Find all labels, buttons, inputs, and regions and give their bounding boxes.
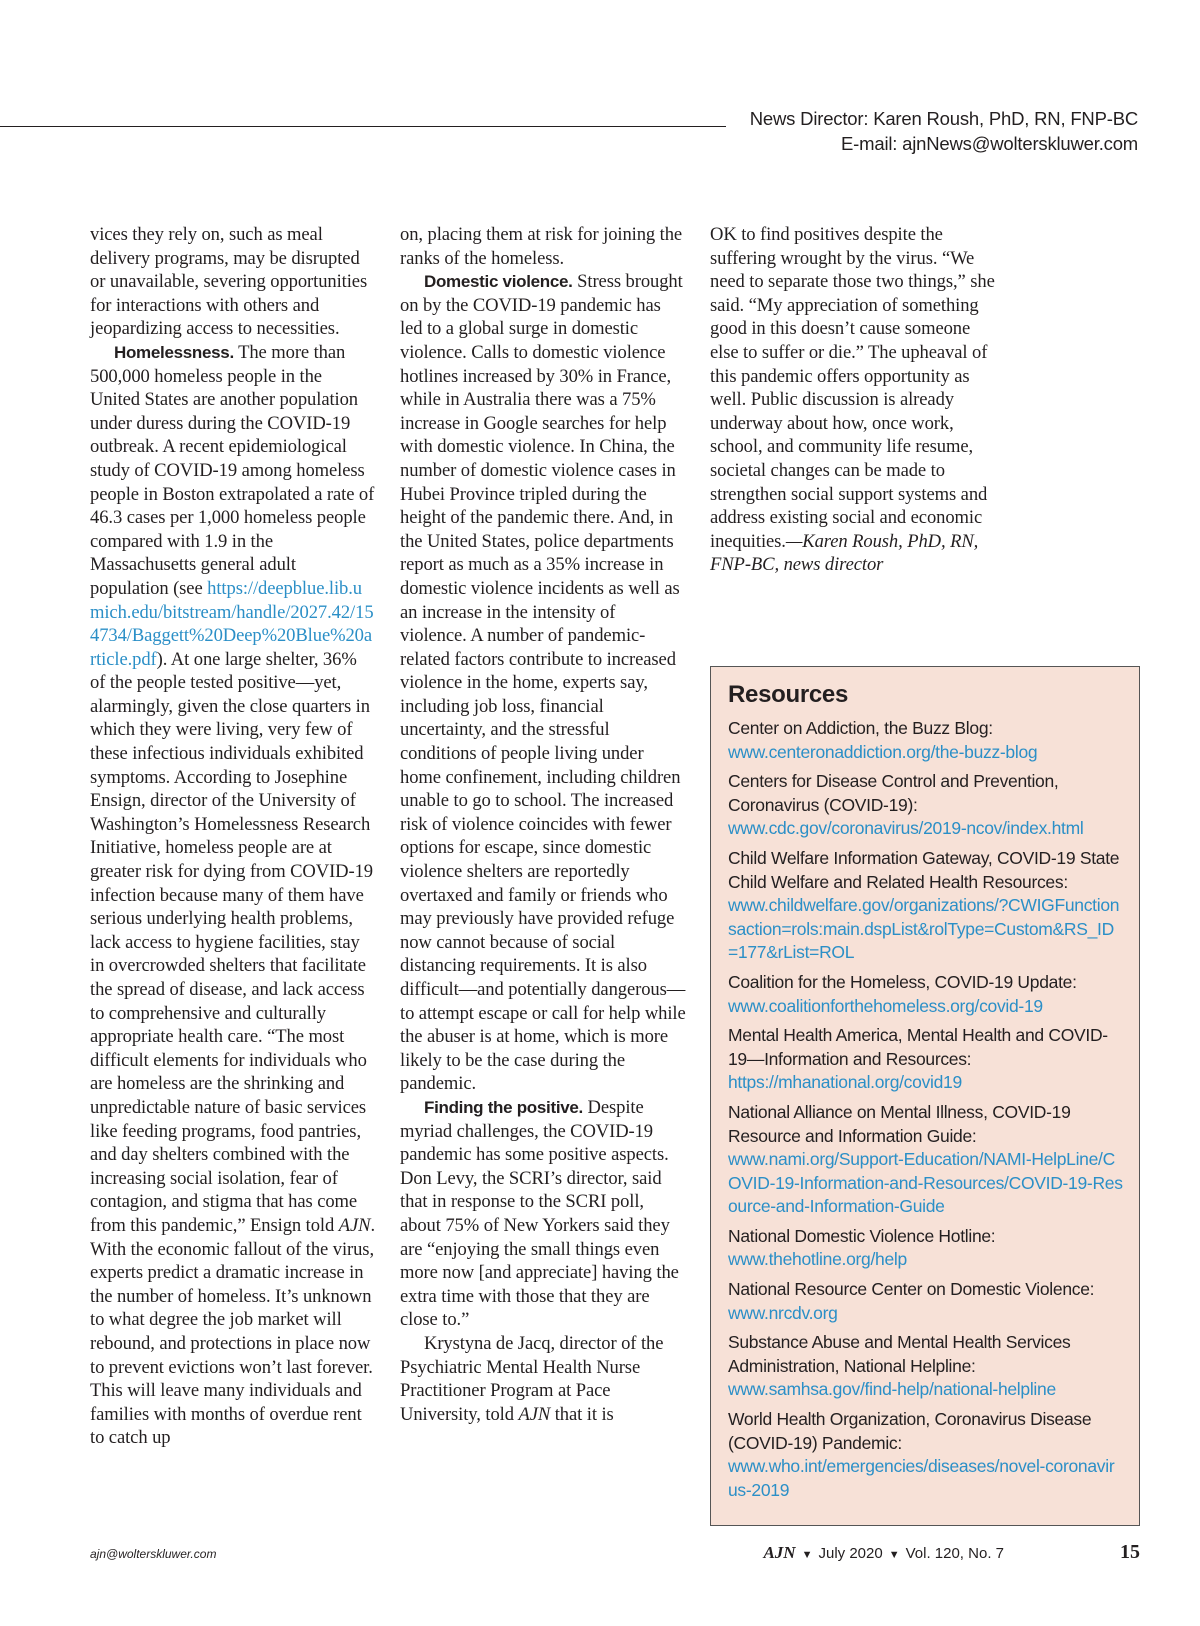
resource-item <box>728 1225 1123 1272</box>
resource-label: Coalition for the Homeless, COVID-19 Update: <box>728 971 1077 992</box>
resources-list <box>728 717 1123 1502</box>
paragraph-text: Krystyna de Jacq, director of the Psychiatric Mental Health Nurse Practitioner Program at Pace University, told <box>400 1332 664 1425</box>
resources-box <box>710 666 1140 1526</box>
paragraph-text: OK to find positives despite the suffering wrought by the virus. “We need to separate those two things,” she said. “My appreciation of something good in this doesn’t cause someone else to suffer or die.” The upheaval of this pandemic offers opportunity as well. Public discussion is already underway about how, once work, school, and community life resume, societal changes can be made to strengthen social support systems and address existing social and economic inequities. <box>710 224 995 552</box>
footer-email: ajn@wolterskluwer.com <box>90 1547 217 1561</box>
column-3 <box>710 223 996 577</box>
paragraph: on, placing them at risk for joining the ranks of the homeless. <box>400 224 683 269</box>
paragraph-text: that it is <box>550 1403 614 1425</box>
resource-label: Child Welfare Information Gateway, COVID-19 State Child Welfare and Related Health Resources: <box>728 847 1120 892</box>
footer-volume: Vol. 120, No. 7 <box>905 1545 1004 1562</box>
resource-item <box>728 971 1123 1018</box>
resource-item <box>728 1278 1123 1325</box>
resource-label: National Domestic Violence Hotline: <box>728 1225 996 1246</box>
paragraph <box>710 223 996 577</box>
resource-item <box>728 1101 1123 1219</box>
resource-link[interactable]: www.cdc.gov/coronavirus/2019-ncov/index.html <box>728 818 1084 839</box>
homelessness-heading: Homelessness. <box>114 342 234 362</box>
author-signature: —Karen Roush, PhD, RN, FNP-BC, news director <box>710 530 979 576</box>
deepblue-link[interactable]: https://deepblue.lib.umich.edu/bitstream/handle/2027.42/154734/Baggett%20Deep%20Blue%20article.pdf <box>90 577 374 670</box>
resource-label: Center on Addiction, the Buzz Blog: <box>728 718 993 738</box>
resource-link[interactable]: www.nami.org/Support-Education/NAMI-HelpLine/COVID-19-Information-and-Resources/COVID-19-Resource-and-Information-Guide <box>728 1149 1123 1217</box>
resource-item <box>728 1331 1123 1402</box>
resource-link[interactable]: https://mhanational.org/covid19 <box>728 1072 962 1093</box>
finding-positive-paragraph <box>400 1096 686 1332</box>
resource-label: Mental Health America, Mental Health and COVID-19—Information and Resources: <box>728 1025 1108 1069</box>
paragraph-text: ). At one large shelter, 36% of the people tested positive—yet, alarmingly, given the close quarters in which they were living, very few of these infectious individuals exhibited symptoms. According to Josephine Ensign, director of the University of Washington’s Homelessness Research Initiative, homeless people are at greater risk for dying from COVID-19 infection because many of them have serious underlying health problems, lack access to hygiene facilities, stay in overcrowded shelters that facilitate the spread of disease, and lack access to comprehensive and culturally appropriate health care. “The most difficult elements for individuals who are homeless are the shrinking and unpredictable nature of basic services like feeding programs, food pantries, and day shelters combined with the increasing social isolation, fear of contagion, and stigma that has come from this pandemic,” Ensign told <box>90 648 373 1236</box>
homelessness-paragraph <box>90 341 376 1450</box>
resources-title: Resources <box>728 681 849 708</box>
header-info <box>750 106 1138 156</box>
paragraph-text: Despite myriad challenges, the COVID-19 pandemic has some positive aspects. Don Levy, the SCRI’s director, said that in response to the SCRI poll, about 75% of New Yorkers said they are “enjoying the small things even more now [and appreciate] having the extra time with those that they are close to.” <box>400 1096 679 1331</box>
resource-link[interactable]: www.centeronaddiction.org/the-buzz-blog <box>728 741 1038 762</box>
journal-name: AJN <box>338 1214 371 1236</box>
resource-item <box>728 1408 1123 1502</box>
triangle-icon: ▼ <box>801 1549 813 1561</box>
page-number: 15 <box>1120 1541 1140 1563</box>
domestic-violence-heading: Domestic violence. <box>424 272 573 292</box>
footer-date: July 2020 <box>818 1545 883 1562</box>
resource-link[interactable]: www.coalitionforthehomeless.org/covid-19 <box>728 995 1043 1016</box>
paragraph-text: Stress brought on by the COVID-19 pandemic has led to a global surge in domestic violence. Calls to domestic violence hotlines increased by 30% in France, while in Australia there was a 75% increase in Google searches for help with domestic violence. In China, the number of domestic violence cases in Hubei Province tripled during the height of the pandemic there. And, in the United States, police departments report as much as a 35% increase in domestic violence incidents as well as an increase in the intensity of violence. A number of pandemic-related factors contribute to increased violence in the home, experts say, including job loss, financial uncertainty, and the stressful conditions of people living under home confinement, including children unable to go to school. The increased risk of violence coincides with fewer options for escape, since domestic violence shelters are reportedly overtaxed and family or friends who may previously have provided refuge now cannot because of social distancing requirements. It is also difficult—and potentially dangerous—to attempt escape or call for help while the abuser is at home, which is more likely to be the case during the pandemic. <box>400 271 686 1095</box>
email-line: E-mail: ajnNews@wolterskluwer.com <box>841 133 1138 154</box>
news-director-line: News Director: Karen Roush, PhD, RN, FNP-BC <box>749 108 1138 129</box>
paragraph <box>400 1332 686 1426</box>
paragraph-text: The more than 500,000 homeless people in the United States are another population under duress during the COVID-19 outbreak. A recent epidemiological study of COVID-19 among homeless people in Boston extrapolated a rate of 46.3 cases per 1,000 homeless people compared with 1.9 in the Massachusetts general adult population (see <box>90 341 375 599</box>
resource-item <box>728 847 1123 965</box>
resource-link[interactable]: www.childwelfare.gov/organizations/?CWIGFunctionsaction=rols:main.dspList&rolType=Custom&RS_ID=177&rList=ROL <box>728 895 1120 963</box>
resource-label: Substance Abuse and Mental Health Services Administration, National Helpline: <box>728 1332 1071 1376</box>
footer-info <box>763 1541 1140 1564</box>
footer-journal: AJN <box>763 1543 796 1562</box>
domestic-violence-paragraph <box>400 270 686 1096</box>
resource-label: Centers for Disease Control and Prevention, Coronavirus (COVID-19): <box>728 771 1059 815</box>
paragraph: vices they rely on, such as meal delivery programs, may be disrupted or unavailable, severing opportunities for interactions with others and jeopardizing access to necessities. <box>90 224 368 340</box>
resource-label: National Alliance on Mental Illness, COVID-19 Resource and Information Guide: <box>728 1101 1071 1146</box>
resource-link[interactable]: www.who.int/emergencies/diseases/novel-coronavirus-2019 <box>728 1456 1115 1500</box>
column-2 <box>400 223 686 1426</box>
resource-item <box>728 770 1123 841</box>
resource-label: World Health Organization, Coronavirus Disease (COVID-19) Pandemic: <box>728 1409 1092 1453</box>
resource-item <box>728 1024 1123 1095</box>
resource-label: National Resource Center on Domestic Violence: <box>728 1279 1095 1300</box>
finding-positive-heading: Finding the positive. <box>424 1097 583 1117</box>
resource-link[interactable]: www.thehotline.org/help <box>728 1249 907 1270</box>
column-1 <box>90 223 376 1450</box>
journal-name: AJN <box>518 1403 551 1425</box>
resource-item <box>728 717 1123 764</box>
header-rule <box>0 126 726 127</box>
resource-link[interactable]: www.samhsa.gov/find-help/national-helpline <box>728 1379 1056 1400</box>
resource-link[interactable]: www.nrcdv.org <box>728 1302 838 1323</box>
paragraph-text: . With the economic fallout of the virus, experts predict a dramatic increase in the number of homeless. It’s unknown to what degree the job market will rebound, and protections in place now to prevent evictions won’t last forever. This will leave many individuals and families with months of overdue rent to catch up <box>90 1214 375 1449</box>
triangle-icon: ▼ <box>888 1549 900 1561</box>
